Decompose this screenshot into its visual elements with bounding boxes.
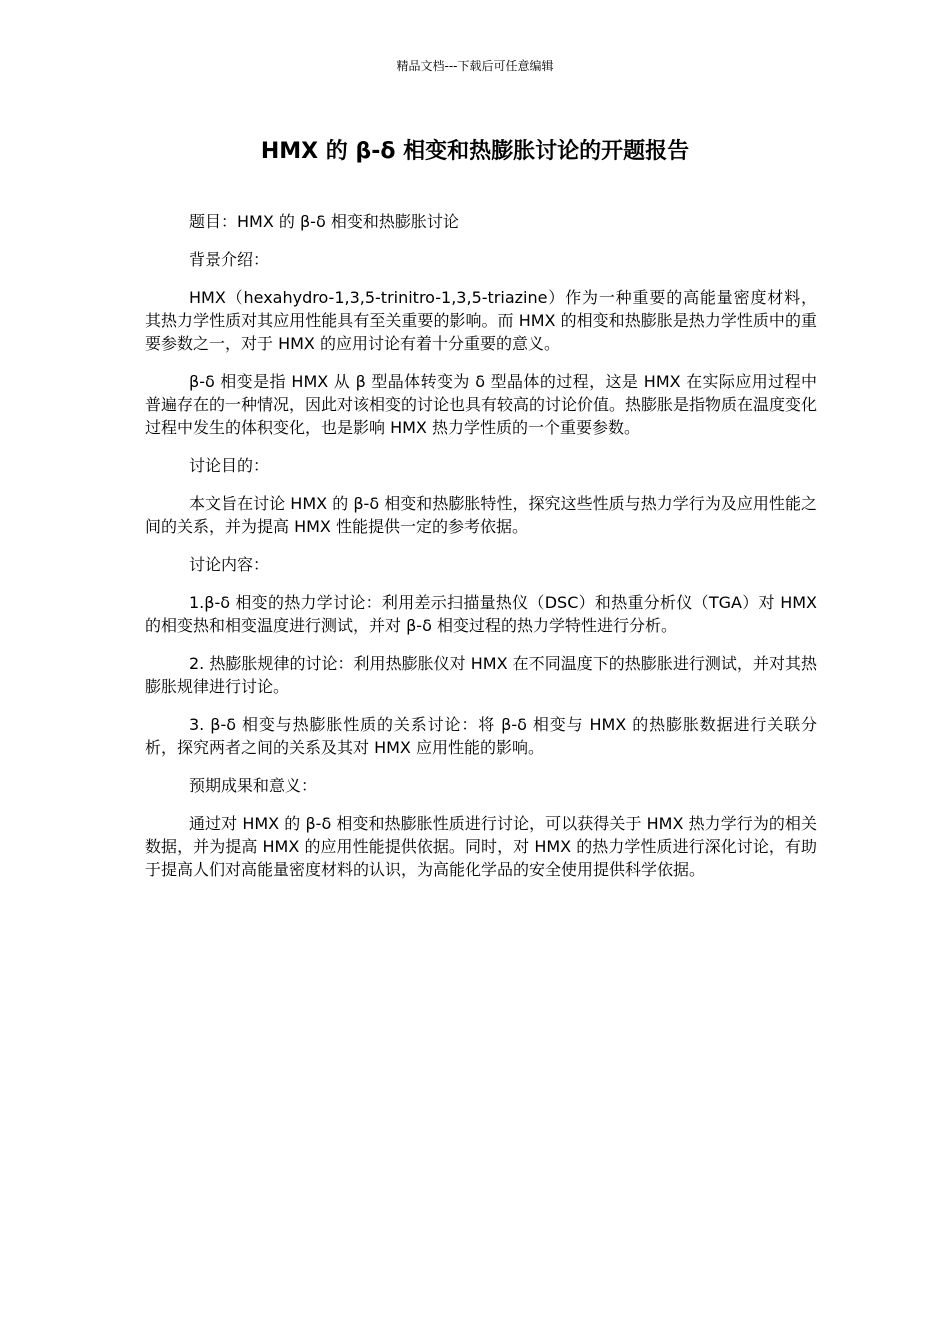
paragraph-background-2: β-δ 相变是指 HMX 从 β 型晶体转变为 δ 型晶体的过程，这是 HMX 在实际应用过程中普遍存在的一种情况，因此对该相变的讨论也具有较高的讨论价值。热膨胀是指物质在温度变化过程中发生的体积变化，也是影响 HMX 热力学性质的一个重要参数。 xyxy=(145,372,818,437)
paragraph-content-3: 3. β-δ 相变与热膨胀性质的关系讨论：将 β-δ 相变与 HMX 的热膨胀数据进行关联分析，探究两者之间的关系及其对 HMX 应用性能的影响。 xyxy=(145,715,817,757)
paragraph-content-1: 1.β-δ 相变的热力学讨论：利用差示扫描量热仪（DSC）和热重分析仪（TGA）对 HMX 的相变热和相变温度进行测试，并对 β-δ 相变过程的热力学特性进行分析。 xyxy=(145,593,817,635)
paragraph-topic: 题目：HMX 的 β-δ 相变和热膨胀讨论 xyxy=(189,212,459,231)
paragraph-background-heading: 背景介绍： xyxy=(189,250,270,269)
document-title: HMX 的 β-δ 相变和热膨胀讨论的开题报告 xyxy=(260,139,690,164)
paragraph-background-1: HMX（hexahydro-1,3,5-trinitro-1,3,5-triazine）作为一种重要的高能量密度材料，其热力学性质对其应用性能具有至关重要的影响。而 HMX 的相变和热膨胀是热力学性质中的重要参数之一，对于 HMX 的应用讨论有着十分重要的意义。 xyxy=(145,288,817,353)
paragraph-outcome-heading: 预期成果和意义： xyxy=(189,776,318,795)
paragraph-content-2: 2. 热膨胀规律的讨论：利用热膨胀仪对 HMX 在不同温度下的热膨胀进行测试，并对其热膨胀规律进行讨论。 xyxy=(145,654,817,696)
paragraph-content-heading: 讨论内容： xyxy=(189,555,270,574)
document-body xyxy=(145,210,817,896)
paragraph-outcome: 通过对 HMX 的 β-δ 相变和热膨胀性质进行讨论，可以获得关于 HMX 热力学行为的相关数据，并为提高 HMX 的应用性能提供依据。同时，对 HMX 的热力学性质进行深化讨论，有助于提高人们对高能量密度材料的认识，为高能化学品的安全使用提供科学依据。 xyxy=(145,814,817,879)
paragraph-purpose-heading: 讨论目的： xyxy=(189,456,270,475)
paragraph-purpose: 本文旨在讨论 HMX 的 β-δ 相变和热膨胀特性，探究这些性质与热力学行为及应用性能之间的关系，并为提高 HMX 性能提供一定的参考依据。 xyxy=(145,494,817,536)
page-header-note: 精品文档---下载后可任意编辑 xyxy=(396,59,554,73)
